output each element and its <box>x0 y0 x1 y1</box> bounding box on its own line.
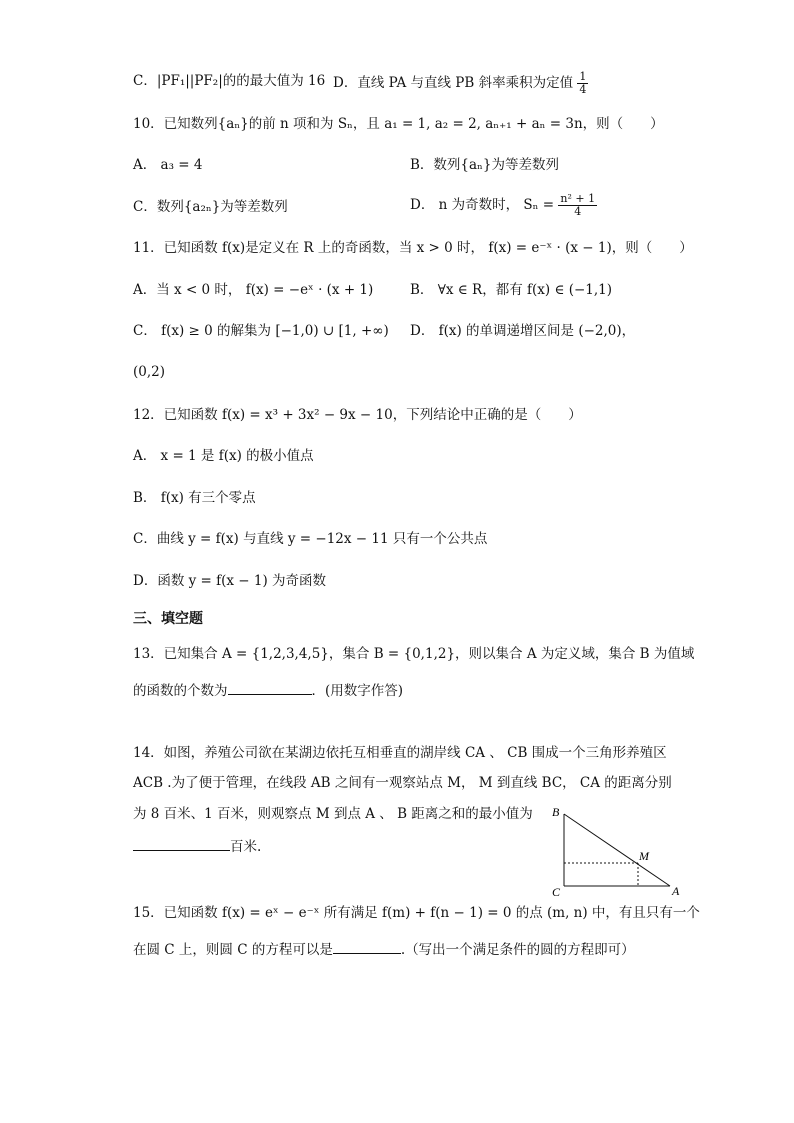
q11-option-c: C． f(x) ≥ 0 的解集为 [−1,0) ∪ [1, +∞) <box>133 323 389 339</box>
q13-line-2-suffix: ．(用数字作答) <box>311 683 404 699</box>
segment-ab <box>564 814 670 886</box>
q9-option-d-numerator: 1 <box>579 70 587 83</box>
q13-line-1: 13．已知集合 A = {1,2,3,4,5}，集合 B = {0,1,2}，则以集合 A 为定义域，集合 B 为值域 <box>133 646 695 662</box>
q15-line-2-suffix: .（写出一个满足条件的圆的方程即可） <box>400 942 635 958</box>
q14-line-4 <box>133 836 261 857</box>
q10-option-d <box>410 193 597 218</box>
q14-answer-blank[interactable] <box>133 836 230 851</box>
label-b: B <box>552 805 560 819</box>
q10-option-d-text: D． n 为奇数时， Sₙ = <box>410 197 555 213</box>
q15-line-1: 15．已知函数 f(x) = eˣ − e⁻ˣ 所有满足 f(m) + f(n − 1) = 0 的点 (m, n) 中，有且只有一个 <box>133 905 700 921</box>
q11-option-b: B． ∀x ∈ R，都有 f(x) ∈ (−1,1) <box>410 282 613 298</box>
q12-option-b: B． f(x) 有三个零点 <box>133 490 256 506</box>
q11-option-a: A．当 x < 0 时， f(x) = −eˣ · (x + 1) <box>133 282 374 298</box>
q10-option-c: C．数列{a₂ₙ}为等差数列 <box>133 199 288 215</box>
q9-option-d-denominator: 4 <box>579 83 587 96</box>
q10-option-d-numerator: n² + 1 <box>560 192 596 205</box>
q10-option-a: A． a₃ = 4 <box>133 157 203 173</box>
section-title: 三、填空题 <box>133 611 203 627</box>
q13-line-2-text: 的函数的个数为 <box>133 683 228 699</box>
q9-option-c: C．|PF₁||PF₂|的的最大值为 16 <box>133 73 326 89</box>
q9-option-d <box>333 71 588 96</box>
q10-option-b: B．数列{aₙ}为等差数列 <box>410 157 559 173</box>
q9-option-d-fraction <box>577 71 588 96</box>
q12-stem: 12．已知函数 f(x) = x³ + 3x² − 9x − 10，下列结论中正确的是（ ） <box>133 407 582 423</box>
q15-line-2-text: 在圆 C 上，则圆 C 的方程可以是 <box>133 942 333 958</box>
q14-line-2: ACB .为了便于管理，在线段 AB 之间有一观察站点 M， M 到直线 BC， CA 的距离分别 <box>133 775 672 791</box>
q13-answer-blank[interactable] <box>228 680 312 695</box>
q15-answer-blank[interactable] <box>333 939 401 954</box>
q9-option-d-text: D．直线 PA 与直线 PB 斜率乘积为定值 <box>333 75 574 91</box>
q10-option-d-denominator: 4 <box>574 205 582 218</box>
q12-option-c: C．曲线 y = f(x) 与直线 y = −12x − 11 只有一个公共点 <box>133 531 488 547</box>
q13-line-2 <box>133 680 403 701</box>
label-c: C <box>552 885 561 899</box>
q14-line-3: 为 8 百米、1 百米，则观察点 M 到点 A 、 B 距离之和的最小值为 <box>133 806 533 822</box>
q12-option-d: D．函数 y = f(x − 1) 为奇函数 <box>133 573 327 589</box>
q10-option-d-fraction <box>558 193 597 218</box>
label-a: A <box>672 884 680 898</box>
q14-line-1: 14．如图，养殖公司欲在某湖边依托互相垂直的湖岸线 CA 、 CB 围成一个三角形养殖区 <box>133 745 667 761</box>
q14-triangle-figure <box>548 802 688 900</box>
q10-stem: 10．已知数列{aₙ}的前 n 项和为 Sₙ，且 a₁ = 1, a₂ = 2, aₙ₊₁ + aₙ = 3n，则（ ） <box>133 116 664 132</box>
label-m: M <box>639 849 649 863</box>
q11-stem: 11．已知函数 f(x)是定义在 R 上的奇函数，当 x > 0 时， f(x) = e⁻ˣ · (x − 1)，则（ ） <box>133 240 693 256</box>
q15-line-2 <box>133 939 635 960</box>
q11-option-d: D． f(x) 的单调递增区间是 (−2,0)， <box>410 323 636 339</box>
q12-option-a: A． x = 1 是 f(x) 的极小值点 <box>133 448 314 464</box>
q14-line-4-suffix: 百米. <box>230 839 262 855</box>
q11-option-d-continued: (0,2) <box>133 364 166 380</box>
